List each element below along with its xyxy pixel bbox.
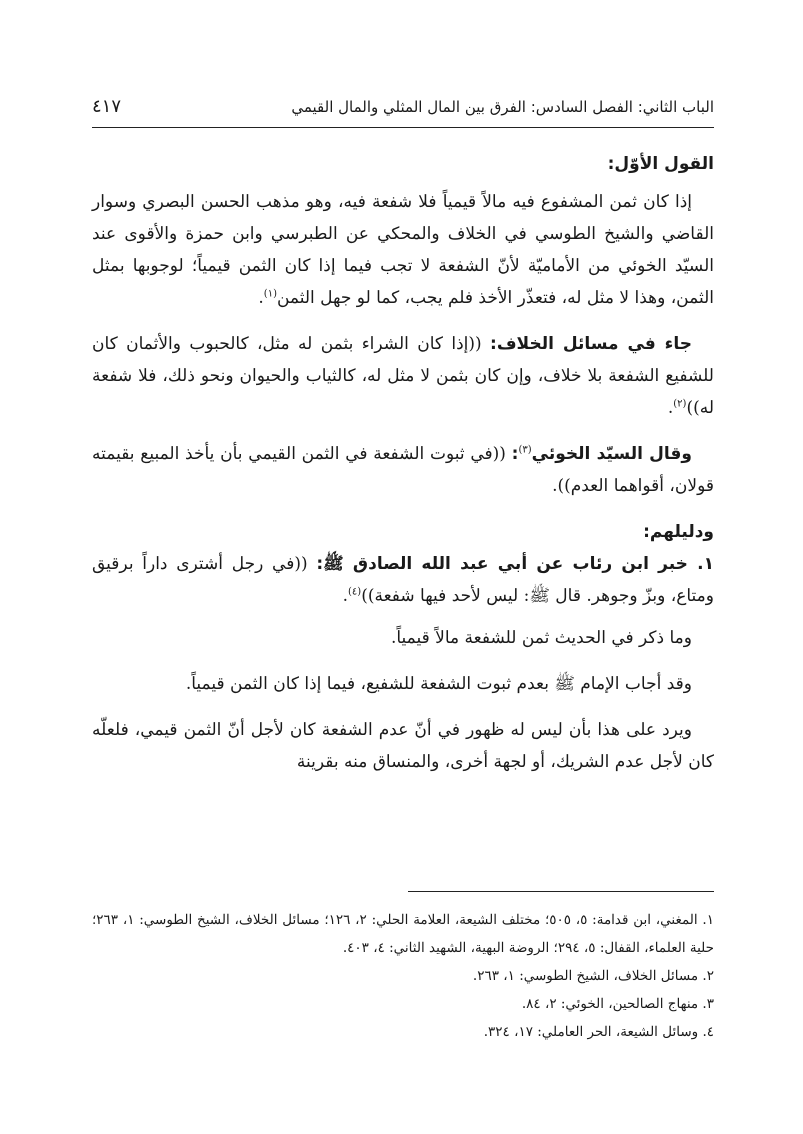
section-heading-first-opinion: القول الأوّل: <box>607 154 714 174</box>
page-number: ٤١٧ <box>92 96 122 117</box>
paragraph-first-opinion: إذا كان ثمن المشفوع فيه مالاً قيمياً فلا شفعة فيه، وهو مذهب الحسن البصري وسوار القاضي والشيخ الطوسي في الخلاف والمحكي عن الطبرسي وابن حمزة والأقوى عند السيّد الخوئي من الأماميّة لأنّ الشفعة لا تجب فيما إذا كان الثمن قيمياً؛ لوجوبها بمثل الثمن، وهذا لا مثل له، فتعذّر الأخذ فلم يجب، كما لو جهل الثمن$^{(١)}$. <box>92 192 714 308</box>
paragraph-evidence-1: ١. خبر ابن رئاب عن أبي عبد الله الصادق ﷺ: ((في رجل أشترى داراً برقيق ومتاع، وبزّ وجوهر. قال ﷺ: ليس لأحد فيها شفعة))$^{(٤)}$. <box>92 554 715 606</box>
footnotes <box>92 906 714 1046</box>
footnote-ref-1[interactable]: (١) <box>263 288 277 300</box>
paragraph-khoei-quote: وقال السيّد الخوئي$^{(٣)}$: ((في ثبوت الشفعة في الثمن القيمي بأن يأخذ المبيع بقيمته قولان، أقواهما العدم)). <box>92 444 714 496</box>
footnote-3: ٣. منهاج الصالحين، الخوئي: ٢، ٨٤. <box>521 996 714 1012</box>
evidence-text: ((في رجل أشترى داراً برقيق ومتاع، وبزّ وجوهر. قال ﷺ: ليس لأحد فيها شفعة)) <box>92 554 714 606</box>
quote-lead: جاء في مسائل الخلاف: <box>490 334 693 354</box>
paragraph-6: وقد أجاب الإمام ﷺ بعدم ثبوت الشفعة للشفيع، فيما إذا كان الثمن قيمياً. <box>185 674 692 694</box>
section-heading-evidence: ودليلهم: <box>643 522 714 542</box>
paragraph-5: وما ذكر في الحديث ثمن للشفعة مالاً قيمياً. <box>390 628 692 648</box>
footnote-divider <box>408 891 714 892</box>
paragraph-khilaf-quote: جاء في مسائل الخلاف: ((إذا كان الشراء بثمن له مثل، كالحبوب والأثمان كان للشفيع الشفعة بلا خلاف، وإن كان بثمن لا مثل له، كالثياب والحيوان ونحو ذلك، فلا شفعة له))$^{(٢)}$. <box>92 334 714 418</box>
header-divider <box>92 127 714 128</box>
chapter-title: الباب الثاني: الفصل السادس: الفرق بين المال المثلي والمال القيمي <box>291 98 714 116</box>
footnote-ref-2[interactable]: (٢) <box>673 398 687 410</box>
main-text <box>92 148 714 792</box>
quote-text: ((إذا كان الشراء بثمن له مثل، كالحبوب والأثمان كان للشفيع الشفعة بلا خلاف، وإن كان بثمن لا مثل له، كالثياب والحيوان ونحو ذلك، فلا شفعة له)) <box>92 334 714 418</box>
paragraph-7: ويرد على هذا بأن ليس له ظهور في أنّ عدم الشفعة كان لأجل أنّ الثمن قيمي، فلعلّه كان لأجل عدم الشريك، أو لجهة أخرى، والمنساق منه بقرينة <box>92 720 714 772</box>
footnote-4: ٤. وسائل الشيعة، الحر العاملي: ١٧، ٣٢٤. <box>483 1024 714 1040</box>
quote-text: ((في ثبوت الشفعة في الثمن القيمي بأن يأخذ المبيع بقيمته قولان، أقواهما العدم)). <box>92 444 714 496</box>
footnote-2: ٢. مسائل الخلاف، الشيخ الطوسي: ١، ٢٦٣. <box>472 968 714 984</box>
quote-lead: وقال السيّد الخوئي <box>531 444 692 464</box>
footnote-ref-3[interactable]: (٣) <box>518 444 532 456</box>
evidence-lead: ١. خبر ابن رئاب عن أبي عبد الله الصادق ﷺ: <box>316 554 715 574</box>
paragraph-text: إذا كان ثمن المشفوع فيه مالاً قيمياً فلا شفعة فيه، وهو مذهب الحسن البصري وسوار القاضي والشيخ الطوسي في الخلاف والمحكي عن الطبرسي وابن حمزة والأقوى عند السيّد الخوئي من الأماميّة لأنّ الشفعة لا تجب فيما إذا كان الثمن قيمياً؛ لوجوبها بمثل الثمن، وهذا لا مثل له، فتعذّر الأخذ فلم يجب، كما لو جهل الثمن <box>92 192 714 308</box>
footnote-ref-4[interactable]: (٤) <box>348 586 362 598</box>
running-header <box>92 96 714 126</box>
footnote-1: ١. المغني، ابن قدامة: ٥، ٥٠٥؛ مختلف الشيعة، العلامة الحلي: ٢، ١٢٦؛ مسائل الخلاف، الشيخ الطوسي: ١، ٢٦٣؛ حلية العلماء، القفال: ٥، ٢٩٤؛ الروضة البهية، الشهيد الثاني: ٤، ٤٠٣. <box>92 912 714 956</box>
